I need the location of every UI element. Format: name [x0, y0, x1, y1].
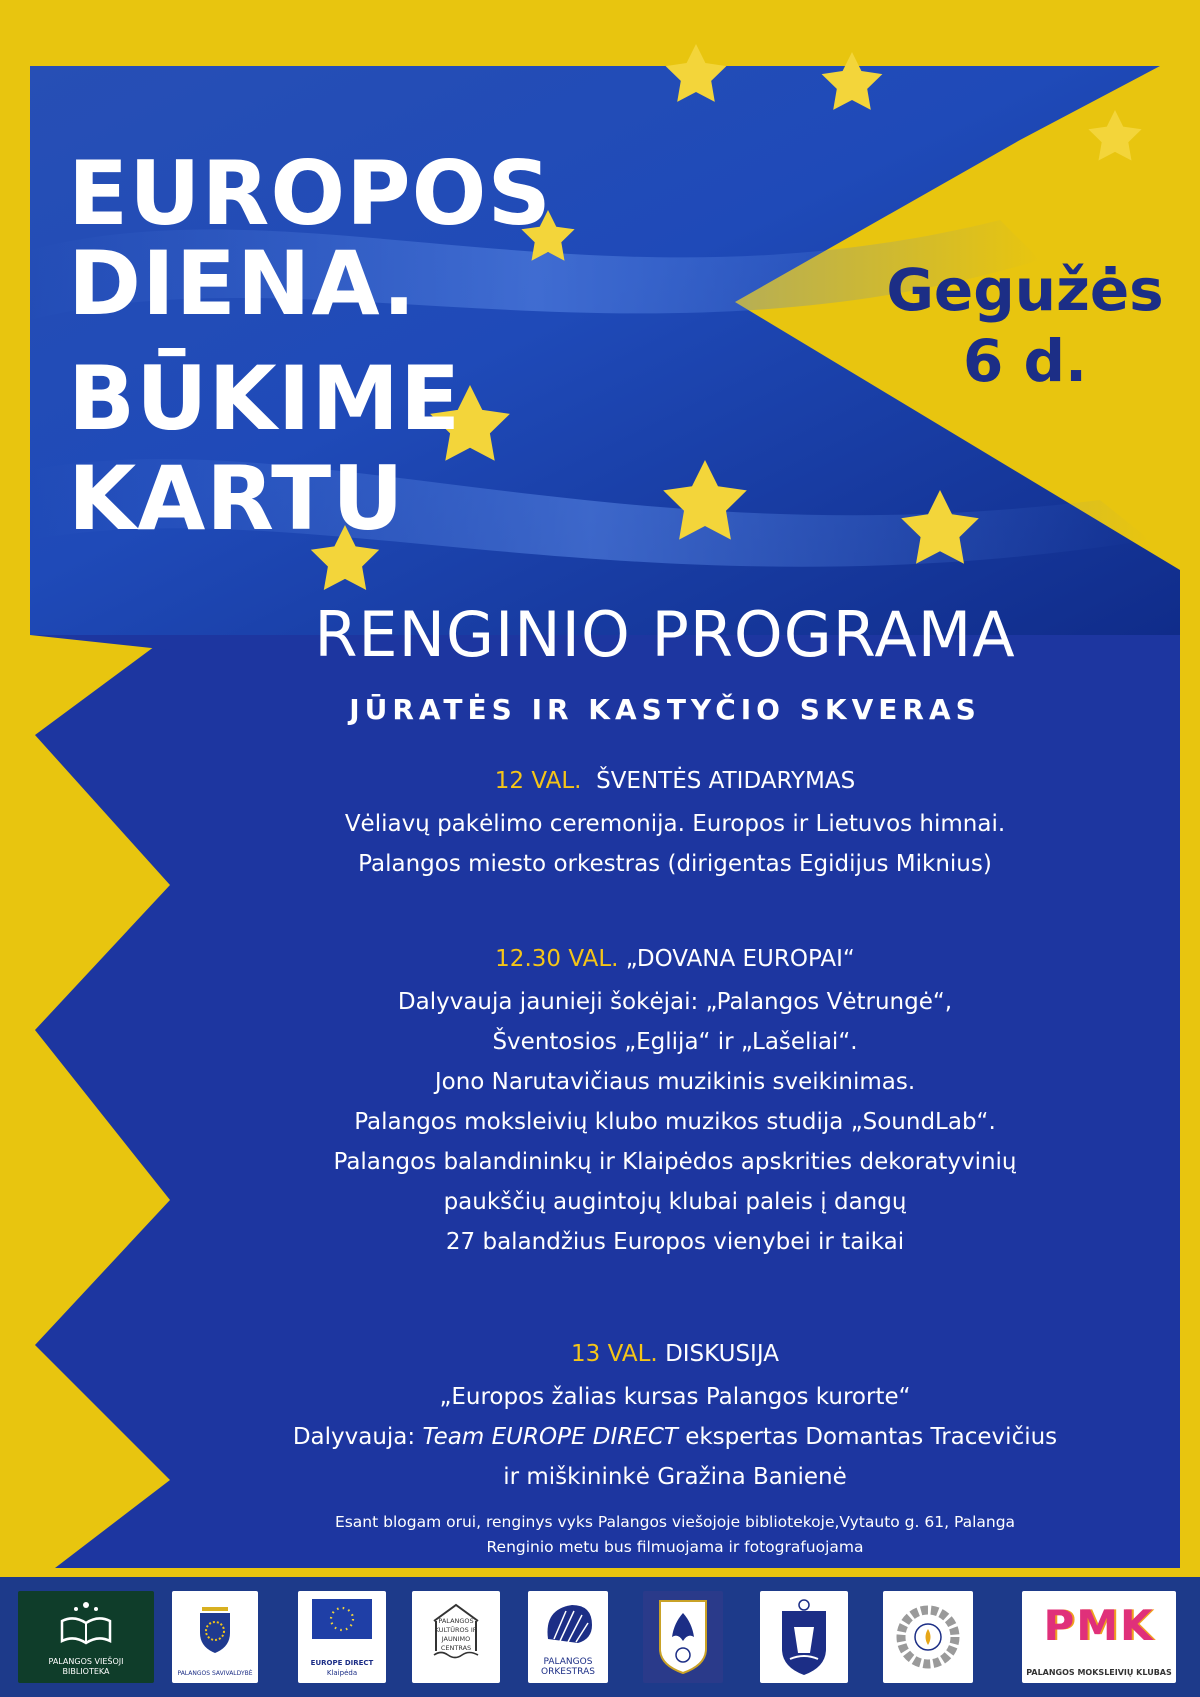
europe-direct-city: Klaipėda — [326, 1669, 358, 1677]
europe-direct-caption: EUROPE DIRECT — [310, 1659, 374, 1667]
program-venue: JŪRATĖS IR KASTYČIO SKVERAS — [349, 693, 981, 726]
coat-of-arms-icon — [172, 1599, 258, 1655]
event-gift-to-europe — [160, 940, 1190, 1262]
flag-star — [1088, 110, 1141, 161]
europe-direct-logo — [298, 1591, 386, 1683]
event-discussion — [160, 1335, 1190, 1497]
municipality-logo — [172, 1591, 258, 1683]
event-line: Šventosios „Eglija“ ir „Lašeliai“. — [492, 1029, 858, 1055]
orchestra-caption: PALANGOS ORKESTRAS — [541, 1657, 595, 1677]
event-name: DISKUSIJA — [665, 1341, 779, 1367]
event-opening — [160, 762, 1190, 884]
date-month: Gegužės — [886, 256, 1164, 324]
event-line: „Europos žalias kursas Palangos kurorte“ — [439, 1384, 911, 1410]
event-line: Jono Narutavičiaus muzikinis sveikinimas. — [434, 1069, 916, 1095]
headline-line-1: EUROPOS — [68, 142, 552, 245]
event-line-suffix: ekspertas Domantas Tracevičius — [677, 1424, 1058, 1450]
footnotes — [160, 1510, 1190, 1560]
event-date — [855, 255, 1195, 397]
headline-line-4: KARTU — [68, 447, 405, 550]
wreath-logo — [883, 1591, 973, 1683]
pigeon-club-logo — [643, 1591, 723, 1683]
event-time: 12.30 VAL. — [495, 946, 619, 972]
event-name: ŠVENTĖS ATIDARYMAS — [596, 768, 856, 794]
orchestra-logo — [528, 1591, 608, 1683]
event-heading — [160, 940, 1190, 982]
event-name: „DOVANA EUROPAI“ — [625, 946, 855, 972]
team-europe-direct: Team EUROPE DIRECT — [422, 1424, 678, 1450]
filming-note: Renginio metu bus filmuojama ir fotografuojama — [486, 1538, 864, 1556]
students-club-mark — [1022, 1601, 1176, 1651]
event-line: Dalyvauja jaunieji šokėjai: „Palangos Vėtrungė“, — [397, 989, 953, 1015]
library-logo — [18, 1591, 154, 1683]
shield-logo — [760, 1591, 848, 1683]
eu-flag-icon — [298, 1599, 386, 1639]
municipality-logo-caption: PALANGOS SAVIVALDYBĖ — [177, 1670, 253, 1677]
event-time: 12 VAL. — [494, 768, 582, 794]
event-line — [160, 1417, 1190, 1457]
event-line: Vėliavų pakėlimo ceremonija. Europos ir Lietuvos himnai. — [344, 811, 1006, 837]
culture-center-logo — [412, 1591, 500, 1683]
headline-line-3: BŪKIME — [68, 347, 462, 450]
students-club-caption: PALANGOS MOKSLEIVIŲ KLUBAS — [1026, 1668, 1172, 1677]
program-title: RENGINIO PROGRAMA — [314, 598, 1016, 671]
event-heading — [160, 1335, 1190, 1377]
event-heading — [160, 762, 1190, 804]
event-line-prefix: Dalyvauja: — [292, 1424, 423, 1450]
event-line: ir miškininkė Gražina Banienė — [503, 1464, 847, 1490]
students-club-letters: PMK — [1043, 1601, 1155, 1650]
event-line: Palangos balandininkų ir Klaipėdos apskrities dekoratyvinių — [333, 1149, 1017, 1175]
wreath-icon — [883, 1601, 973, 1673]
weather-note: Esant blogam orui, renginys vyks Palangos viešojoje bibliotekoje,Vytauto g. 61, Palanga — [334, 1513, 1016, 1531]
date-day: 6 d. — [962, 326, 1088, 395]
sponsor-logo-bar — [0, 1577, 1200, 1697]
shell-icon — [528, 1599, 608, 1651]
event-line: paukščių augintojų klubai paleis į dangų — [443, 1189, 907, 1215]
headline-line-2: DIENA. — [68, 232, 417, 335]
event-line: Palangos miesto orkestras (dirigentas Egidijus Miknius) — [358, 851, 992, 877]
dove-icon — [643, 1597, 723, 1675]
culture-center-caption: PALANGOS KULTŪROS IR JAUNIMO CENTRAS — [434, 1617, 478, 1652]
event-line: Palangos moksleivių klubo muzikos studija „SoundLab“. — [354, 1109, 996, 1135]
event-time: 13 VAL. — [571, 1341, 658, 1367]
shield-icon — [760, 1597, 848, 1677]
students-club-logo — [1022, 1591, 1176, 1683]
library-logo-caption: PALANGOS VIEŠOJI BIBLIOTEKA — [48, 1657, 124, 1676]
open-book-icon — [18, 1599, 154, 1647]
event-line: 27 balandžius Europos vienybei ir taikai — [445, 1229, 905, 1255]
